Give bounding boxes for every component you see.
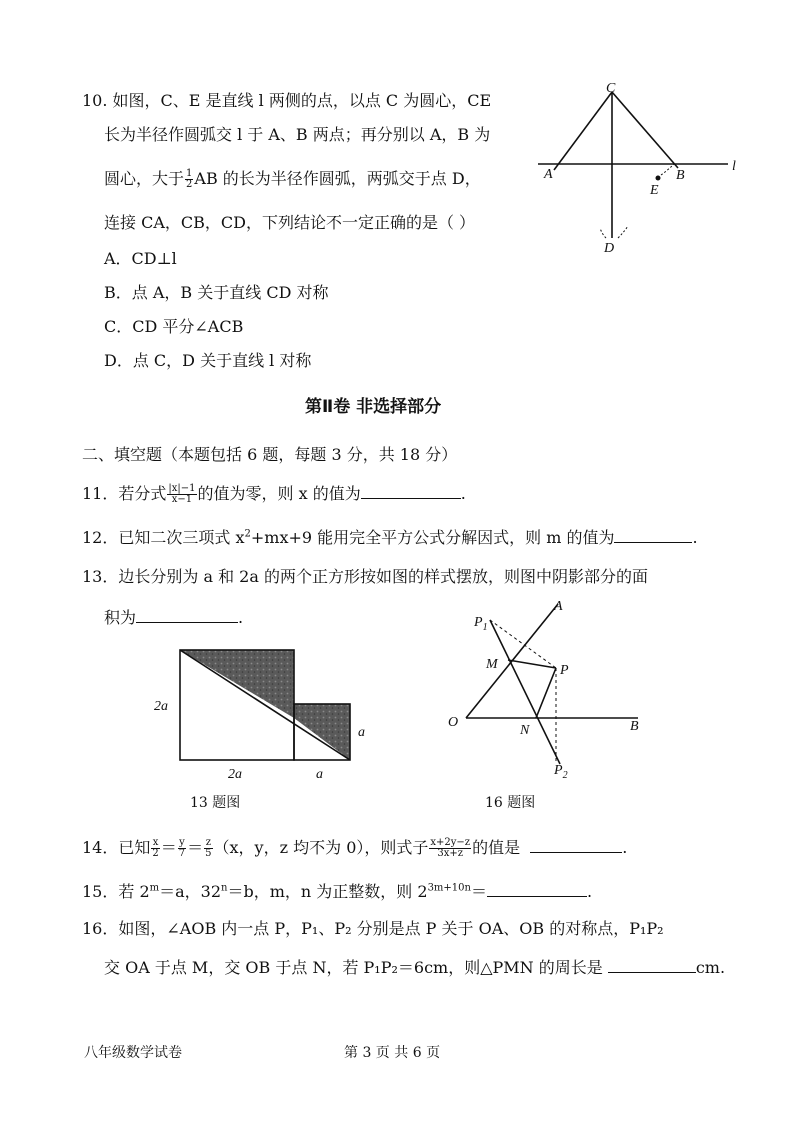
- fig13-label-bottom-small: a: [316, 767, 323, 782]
- fig16: [440, 592, 660, 786]
- q13-answer-blank[interactable]: [136, 606, 238, 623]
- segment-mp: [508, 660, 556, 668]
- q15: 15．若 $2^m=a$，$32^n=b$，m，n 为正整数，则 $2^{3m+10n}=$ .: [82, 882, 593, 901]
- q14-answer-blank[interactable]: [530, 836, 622, 853]
- q16-line2: [104, 956, 725, 979]
- q12: [82, 526, 698, 549]
- q11-fraction: [167, 484, 196, 505]
- fig16-caption: 16 题图: [485, 795, 536, 811]
- q10-line3-post: AB 的长为半径作圆弧，两弧交于点 D，: [194, 169, 481, 188]
- fig13-label-left: 2a: [154, 699, 168, 714]
- fig16-label-p1: $P_1$: [474, 615, 488, 633]
- label-e: E: [650, 183, 659, 198]
- q12-pre: 12．已知二次三项式 x: [82, 528, 245, 547]
- shade-small: [294, 704, 350, 760]
- q13-line1: 13．边长分别为 a 和 2a 的两个正方形按如图的样式摆放，则图中阴影部分的面: [82, 567, 648, 586]
- q10-option-a: A．CD⊥l: [104, 249, 177, 268]
- q14: [82, 836, 627, 859]
- section-title: 第Ⅱ卷 非选择部分: [305, 397, 442, 417]
- q10-line1: 10. 如图，C、E 是直线 l 两侧的点，以点 C 为圆心，CE: [82, 91, 492, 110]
- q11-end: .: [460, 484, 466, 503]
- fig16-label-p: P: [560, 663, 569, 678]
- q10-option-c: C．CD 平分∠ACB: [104, 317, 244, 336]
- segment-np: [536, 668, 556, 718]
- q11-pre: 11．若分式: [82, 484, 167, 503]
- q11: [82, 482, 466, 505]
- q15-end: .: [586, 882, 593, 901]
- footer-page-number: 第 3 页 共 6 页: [344, 1045, 441, 1061]
- q12-answer-blank[interactable]: [614, 526, 692, 543]
- q10-line2: 长为半径作圆弧交 l 于 A、B 两点；再分别以 A，B 为: [104, 125, 491, 144]
- q14-frac2: $\frac{y}{7}$: [178, 837, 186, 859]
- q14-mid: （x，y，z 均不为 0），则式子: [213, 838, 429, 857]
- dash-p1p: [490, 620, 556, 668]
- label-a: A: [544, 167, 553, 182]
- q13-line2: [104, 606, 243, 629]
- q11-frac-num: |x|−1: [168, 483, 196, 494]
- q14-post: 的值是: [472, 838, 521, 857]
- fig16-label-o: O: [448, 715, 459, 730]
- q14-pre: 14．已知: [82, 838, 151, 857]
- q14-frac4: $\frac{x+2y-z}{3x+z}$: [430, 837, 471, 859]
- q16-line2-text: 交 OA 于点 M，交 OB 于点 N，若 P₁P₂＝6cm，则△PMN 的周长是: [104, 958, 603, 977]
- point-e: [656, 176, 661, 181]
- q15-answer-blank[interactable]: [487, 880, 587, 897]
- q16-answer-blank[interactable]: [608, 956, 696, 973]
- segment-p1p2: [490, 620, 560, 764]
- label-c: C: [606, 81, 616, 96]
- q11-frac-den: x−1: [171, 494, 193, 505]
- fig13-label-right: a: [358, 725, 365, 740]
- label-l: l: [732, 159, 736, 174]
- q13-end: .: [238, 608, 244, 627]
- fig13-label-bottom-big: 2a: [228, 767, 242, 782]
- q10-figure: [530, 78, 750, 258]
- q14-frac1: $\frac{x}{2}$: [152, 837, 159, 859]
- q14-eq1: ＝: [160, 838, 177, 857]
- q10-option-d: D．点 C，D 关于直线 l 对称: [104, 351, 312, 370]
- q12-end: .: [692, 528, 698, 547]
- q11-answer-blank[interactable]: [361, 482, 461, 499]
- segment-cb: [612, 92, 678, 168]
- q10-frac-num: 1: [186, 168, 193, 179]
- fig16-label-n: N: [520, 723, 530, 738]
- fig16-label-b: B: [630, 719, 639, 734]
- part2-heading: 二、填空题（本题包括 6 题，每题 3 分，共 18 分）: [82, 445, 458, 464]
- q11-post: 的值为零，则 x 的值为: [197, 484, 361, 503]
- q16-line1: 16．如图，∠AOB 内一点 P，P₁、P₂ 分别是点 P 关于 OA、OB 的对称点，P₁P₂: [82, 919, 664, 938]
- q10-frac-den: 2: [186, 179, 193, 190]
- q15-pre: 15．若 2: [82, 882, 150, 901]
- q14-end: .: [622, 838, 628, 857]
- q12-sup: 2: [244, 528, 251, 540]
- q16-unit: cm.: [695, 958, 726, 977]
- fig13: [148, 644, 378, 786]
- q13-line2-text: 积为: [104, 608, 137, 627]
- q12-post: +mx+9 能用完全平方公式分解因式，则 m 的值为: [250, 528, 615, 547]
- q10-fraction: [185, 169, 193, 190]
- q10-line3: [104, 168, 481, 190]
- q10-option-b: B．点 A，B 关于直线 CD 对称: [104, 283, 329, 302]
- arc-d-right: [618, 226, 628, 238]
- fig16-label-m: M: [486, 657, 498, 672]
- fig16-label-p2: $P_2$: [554, 763, 568, 781]
- q14-frac3: $\frac{z}{5}$: [205, 837, 212, 859]
- arc-e: [661, 164, 674, 175]
- q14-eq2: ＝: [187, 838, 204, 857]
- fig16-label-a: A: [554, 599, 563, 614]
- q10-line4: 连接 CA，CB，CD，下列结论不一定正确的是（ ）: [104, 213, 476, 232]
- q10-line3-pre: 圆心，大于: [104, 169, 185, 188]
- fig13-caption: 13 题图: [190, 795, 241, 811]
- label-b: B: [676, 168, 685, 183]
- arc-d-left: [600, 228, 606, 238]
- footer-left: 八年级数学试卷: [84, 1045, 182, 1061]
- segment-ca: [554, 92, 612, 170]
- label-d: D: [604, 241, 615, 256]
